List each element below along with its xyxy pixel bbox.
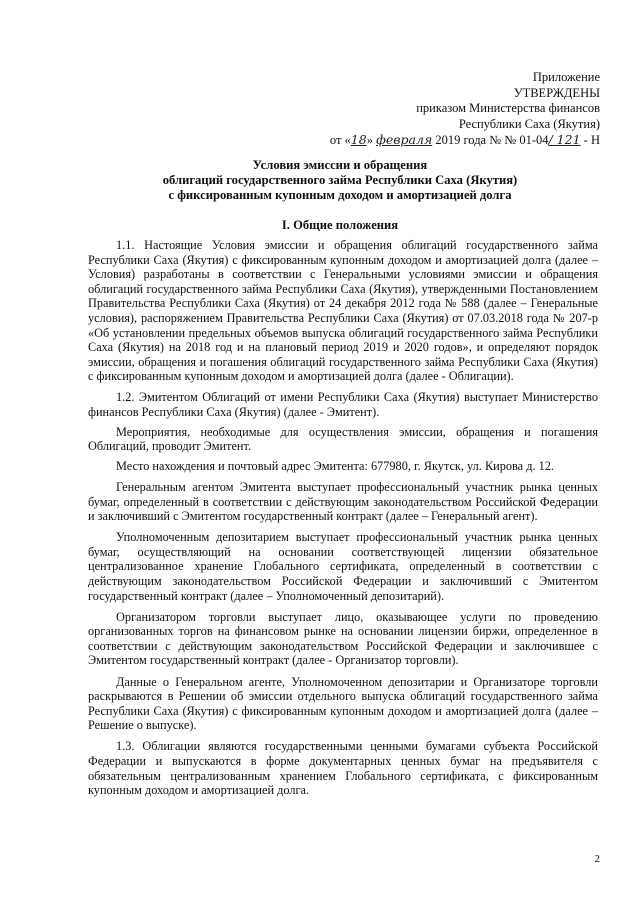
paragraph-1-3: 1.3. Облигации являются государственными ценными бумагами субъекта Российской Федерации и выпускаются в форме документарных ценных бумаг на предъявителя с обязательным централизованным хранением Глобального сертификата, с фиксированным купонным доходом и амортизацией долга.	[88, 739, 598, 798]
approval-date-line	[300, 132, 600, 149]
approval-date-prefix: от «	[329, 133, 351, 147]
approval-day-handwritten: 18	[350, 132, 367, 147]
approval-date-mid: »	[366, 133, 377, 147]
document-body	[88, 238, 598, 804]
paragraph-trade-organizer: Организатором торговли выступает лицо, оказывающее услуги по проведению организованных торгов на финансовом рынке на основании лицензии биржи, определенное в соответствии с действующим законодательством Российской Федерации и заключившее с Эмитентом государственный контракт (далее - Организатор торговли).	[88, 609, 598, 668]
approval-stamp	[300, 70, 600, 149]
paragraph-activities: Мероприятия, необходимые для осуществления эмиссии, обращения и погашения Облигаций, проводит Эмитент.	[88, 424, 598, 454]
paragraph-depositary: Уполномоченным депозитарием выступает профессиональный участник рынка ценных бумаг, осуществляющий на основании соответствующей лицензии обязательное централизованное хранение Глобального сертификата, определенный в соответствии с действующим законодательством Российской Федерации и заключивший с Эмитентом государственный контракт (далее – Уполномоченный депозитарий).	[88, 530, 598, 603]
approval-month-handwritten: февраля	[376, 132, 433, 147]
approval-order: приказом Министерства финансов	[416, 101, 600, 115]
approval-suffix: - Н	[580, 133, 600, 147]
approval-approved: УТВЕРЖДЕНЫ	[513, 85, 600, 100]
paragraph-1-2: 1.2. Эмитентом Облигаций от имени Республики Саха (Якутия) выступает Министерство финансов Республики Саха (Якутия) (далее - Эмитент).	[88, 390, 598, 420]
section-heading: I. Общие положения	[281, 218, 399, 232]
approval-year: 2019 года № № 01-04	[432, 133, 549, 147]
document-title	[80, 158, 600, 203]
paragraph-1-1: 1.1. Настоящие Условия эмиссии и обращения облигаций государственного займа Республики Саха (Якутия) с фиксированным купонным доходом и амортизацией долга (далее – Условия) разработаны в соответствии с Генеральными условиями эмиссии и обращения облигаций государственного займа Республики Саха (Якутия), утвержденными Постановлением Правительства Республики Саха (Якутия) от 24 декабря 2012 года № 588 (далее – Генеральные условия), распоряжением Правительства Республики Саха (Якутия) от 07.03.2018 года № 207-р «Об установлении предельных объемов выпуска облигаций государственного займа Республики Саха (Якутия) на 2018 год и на плановый период 2019 и 2020 годов», и определяют порядок эмиссии, обращения и погашения облигаций государственного займа Республики Саха (Якутия) с фиксированным купонным доходом и амортизацией долга (далее - Облигации).	[88, 238, 598, 384]
title-line-1: Условия эмиссии и обращения	[252, 158, 428, 172]
approval-number-handwritten: / 121	[548, 132, 581, 147]
paragraph-address: Место нахождения и почтовый адрес Эмитента: 677980, г. Якутск, ул. Кирова д. 12.	[116, 458, 554, 473]
page-number: 2	[594, 853, 600, 865]
title-line-2: облигаций государственного займа Республики Саха (Якутия)	[162, 173, 518, 187]
paragraph-general-agent: Генеральным агентом Эмитента выступает профессиональный участник рынка ценных бумаг, определенный в соответствии с действующим законодательством Российской Федерации и заключивший с Эмитентом государственный контракт (далее – Генеральный агент).	[88, 479, 598, 524]
paragraph-disclosure: Данные о Генеральном агенте, Уполномоченном депозитарии и Организаторе торговли раскрываются в Решении об эмиссии отдельного выпуска облигаций государственного займа Республики Саха (Якутия) с фиксированным купонным доходом и амортизацией долга (далее – Решение о выпуске).	[88, 674, 598, 733]
approval-appendix: Приложение	[532, 70, 600, 84]
approval-republic: Республики Саха (Якутия)	[458, 116, 600, 131]
title-line-3: с фиксированным купонным доходом и амортизацией долга	[168, 188, 512, 202]
